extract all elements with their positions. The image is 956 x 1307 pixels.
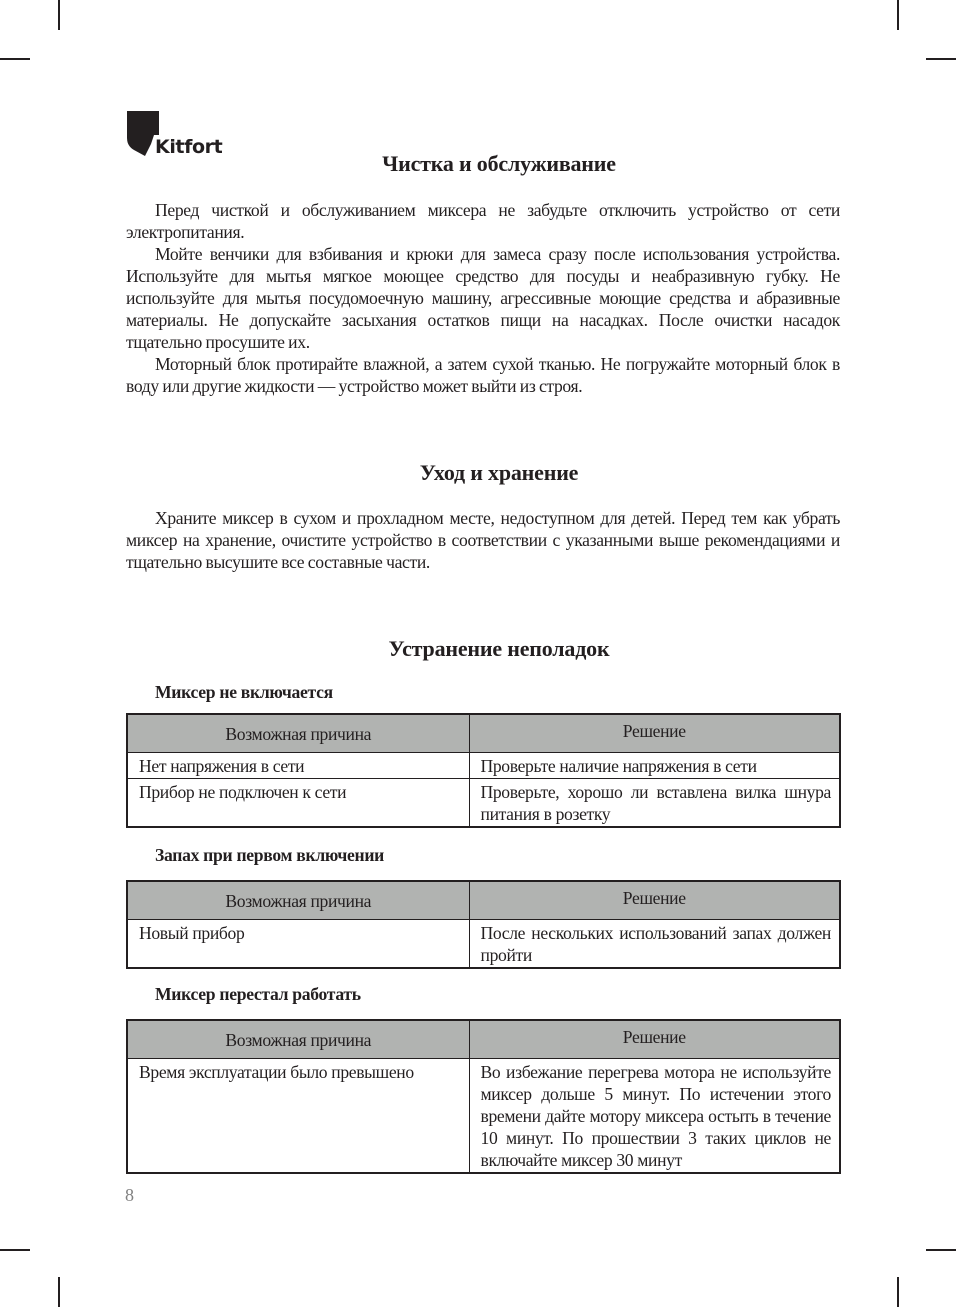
solution-cell: Проверьте наличие напряжения в сети (469, 752, 840, 778)
crop-mark-bottom-right-horizontal (926, 1249, 956, 1251)
cause-cell: Время эксплуатации было превышено (127, 1058, 469, 1173)
crop-mark-bottom-right-vertical (897, 1277, 899, 1307)
troubleshooting-table (126, 713, 841, 828)
problem-title: Запах при первом включении (155, 845, 385, 865)
table-header-row (127, 881, 840, 919)
solution-cell: После нескольких использований запах должен пройти (469, 919, 840, 968)
crop-mark-top-right-vertical (897, 0, 899, 30)
crop-mark-bottom-left-horizontal (0, 1249, 30, 1251)
solution-cell: Во избежание перегрева мотора не используйте миксер дольше 5 минут. По истечении этого времени дайте мотору миксера остыть в течение 10 минут. По прошествии 3 таких циклов не включайте миксер 30 минут (469, 1058, 840, 1173)
table-row (127, 752, 840, 778)
cause-cell: Прибор не подключен к сети (127, 778, 469, 827)
table-row (127, 1058, 840, 1173)
table-header-row (127, 714, 840, 752)
table-row (127, 919, 840, 968)
crop-mark-bottom-left-vertical (58, 1277, 60, 1307)
column-header-cause: Возможная причина (127, 714, 469, 752)
page-number: 8 (125, 1185, 134, 1205)
problem-title: Миксер не включается (155, 682, 333, 702)
column-header-cause: Возможная причина (127, 881, 469, 919)
cause-cell: Новый прибор (127, 919, 469, 968)
paragraph: Мойте венчики для взбивания и крюки для замеса сразу после использования устройства. Используйте для мытья мягкое моющее средство для посуды и неабразивную губку. Не используйте для мытья посудомоечную машину, агрессивные моющие средства и абразивные материалы. Не допускайте засыхания остатков пищи на насадках. После очистки насадок тщательно просушите их. (126, 244, 840, 352)
table-header-row (127, 1020, 840, 1058)
column-header-solution: Решение (469, 714, 840, 752)
brand-name: Kitfort (155, 136, 223, 158)
crop-mark-top-right-horizontal (926, 58, 956, 60)
paragraph: Храните миксер в сухом и прохладном месте, недоступном для детей. Перед тем как убрать миксер на хранение, очистите устройство в соответствии с указанными выше рекомендациями и тщательно высушите все составные части. (126, 508, 840, 572)
table-row (127, 778, 840, 827)
troubleshooting-table (126, 1019, 841, 1174)
crop-mark-top-left-vertical (58, 0, 60, 30)
crop-mark-top-left-horizontal (0, 58, 30, 60)
section-title-storage: Уход и хранение (419, 460, 579, 485)
cause-cell: Нет напряжения в сети (127, 752, 469, 778)
solution-cell: Проверьте, хорошо ли вставлена вилка шнура питания в розетку (469, 778, 840, 827)
troubleshooting-table (126, 880, 841, 969)
paragraph: Моторный блок протирайте влажной, а затем сухой тканью. Не погружайте моторный блок в воду или другие жидкости — устройство может выйти из строя. (126, 354, 840, 396)
cleaning-text (126, 199, 840, 397)
column-header-solution: Решение (469, 1020, 840, 1058)
paragraph: Перед чисткой и обслуживанием миксера не забудьте отключить устройство от сети электропитания. (126, 200, 840, 242)
section-title-cleaning: Чистка и обслуживание (382, 151, 616, 176)
section-title-troubleshooting: Устранение неполадок (388, 636, 610, 661)
problem-title: Миксер перестал работать (155, 984, 361, 1004)
column-header-cause: Возможная причина (127, 1020, 469, 1058)
column-header-solution: Решение (469, 881, 840, 919)
storage-text (126, 507, 840, 573)
